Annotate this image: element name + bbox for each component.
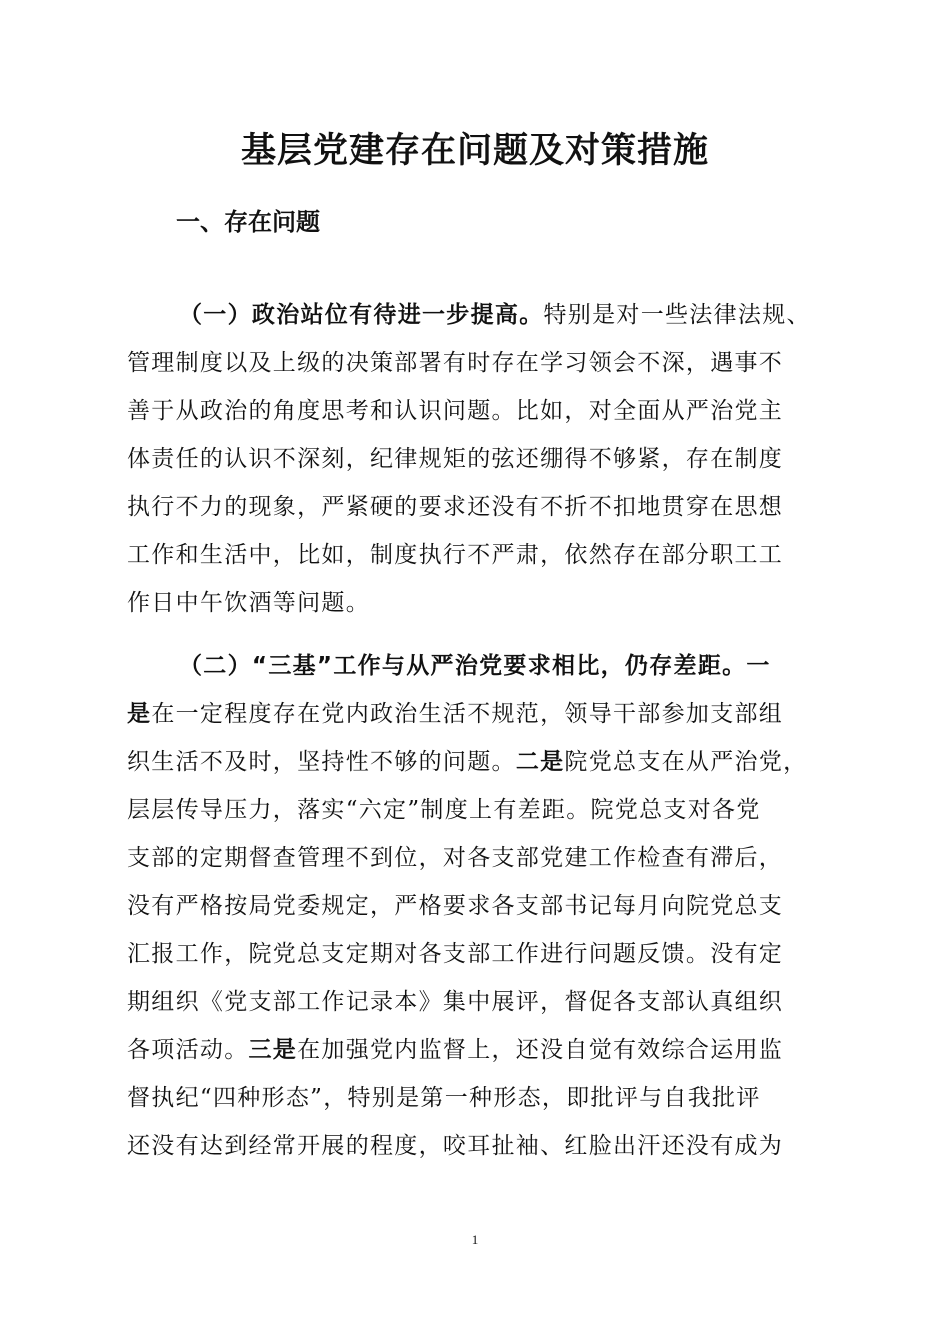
line-text: 在加强党内监督上，还没自觉有效综合运用监 xyxy=(297,1037,784,1063)
paragraph-line: 支部的定期督查管理不到位，对各支部党建工作检查有滞后， xyxy=(127,845,784,871)
page-number: 1 xyxy=(471,1232,479,1247)
paragraph-line xyxy=(127,690,827,738)
bold-lead: （二）“三基”工作与从严治党要求相比，仍存差距。一 xyxy=(179,653,771,679)
paragraph-line: 管理制度以及上级的决策部署有时存在学习领会不深，遇事不 xyxy=(127,350,784,376)
paragraph-line: 执行不力的现象，严紧硬的要求还没有不折不扣地贯穿在思想 xyxy=(127,494,784,520)
paragraph-line: 没有严格按局党委规定，严格要求各支部书记每月向院党总支 xyxy=(127,893,784,919)
paragraph-line xyxy=(127,738,827,786)
bold-lead: 三是 xyxy=(248,1037,298,1063)
bold-lead: （一）政治站位有待进一步提高。 xyxy=(179,302,544,328)
paragraph-three-basics xyxy=(127,642,827,1170)
line-text: 在一定程度存在党内政治生活不规范，领导干部参加支部组 xyxy=(151,701,784,727)
paragraph-line xyxy=(127,642,827,690)
bold-lead: 二是 xyxy=(515,749,565,775)
line-text: 院党总支在从严治党， xyxy=(564,749,808,775)
line-text: 特别是对一些法律法规、 xyxy=(543,302,811,328)
paragraph-line: 汇报工作，院党总支定期对各支部工作进行问题反馈。没有定 xyxy=(127,941,784,967)
document-title: 基层党建存在问题及对策措施 xyxy=(240,130,709,171)
paragraph-line: 体责任的认识不深刻，纪律规矩的弦还绷得不够紧，存在制度 xyxy=(127,446,784,472)
line-text: 各项活动。 xyxy=(127,1037,249,1063)
paragraph-line: 督执纪“四种形态”，特别是第一种形态，即批评与自我批评 xyxy=(127,1085,761,1111)
paragraph-line: 善于从政治的角度思考和认识问题。比如，对全面从严治党主 xyxy=(127,398,784,424)
paragraph-line: 工作和生活中，比如，制度执行不严肃，依然存在部分职工工 xyxy=(127,542,784,568)
paragraph-line: 作日中午饮酒等问题。 xyxy=(127,590,370,616)
paragraph-line: 还没有达到经常开展的程度，咬耳扯袖、红脸出汗还没有成为 xyxy=(127,1133,784,1159)
paragraph-line xyxy=(127,291,827,339)
line-text: 织生活不及时，坚持性不够的问题。 xyxy=(127,749,516,775)
section-heading: 一、存在问题 xyxy=(176,208,320,236)
paragraph-line: 期组织《党支部工作记录本》集中展评，督促各支部认真组织 xyxy=(127,989,784,1015)
bold-lead: 是 xyxy=(127,701,152,727)
paragraph-line xyxy=(127,1026,827,1074)
paragraph-political-stance xyxy=(127,291,827,627)
paragraph-line: 层层传导压力，落实“六定”制度上有差距。院党总支对各党 xyxy=(127,797,761,823)
